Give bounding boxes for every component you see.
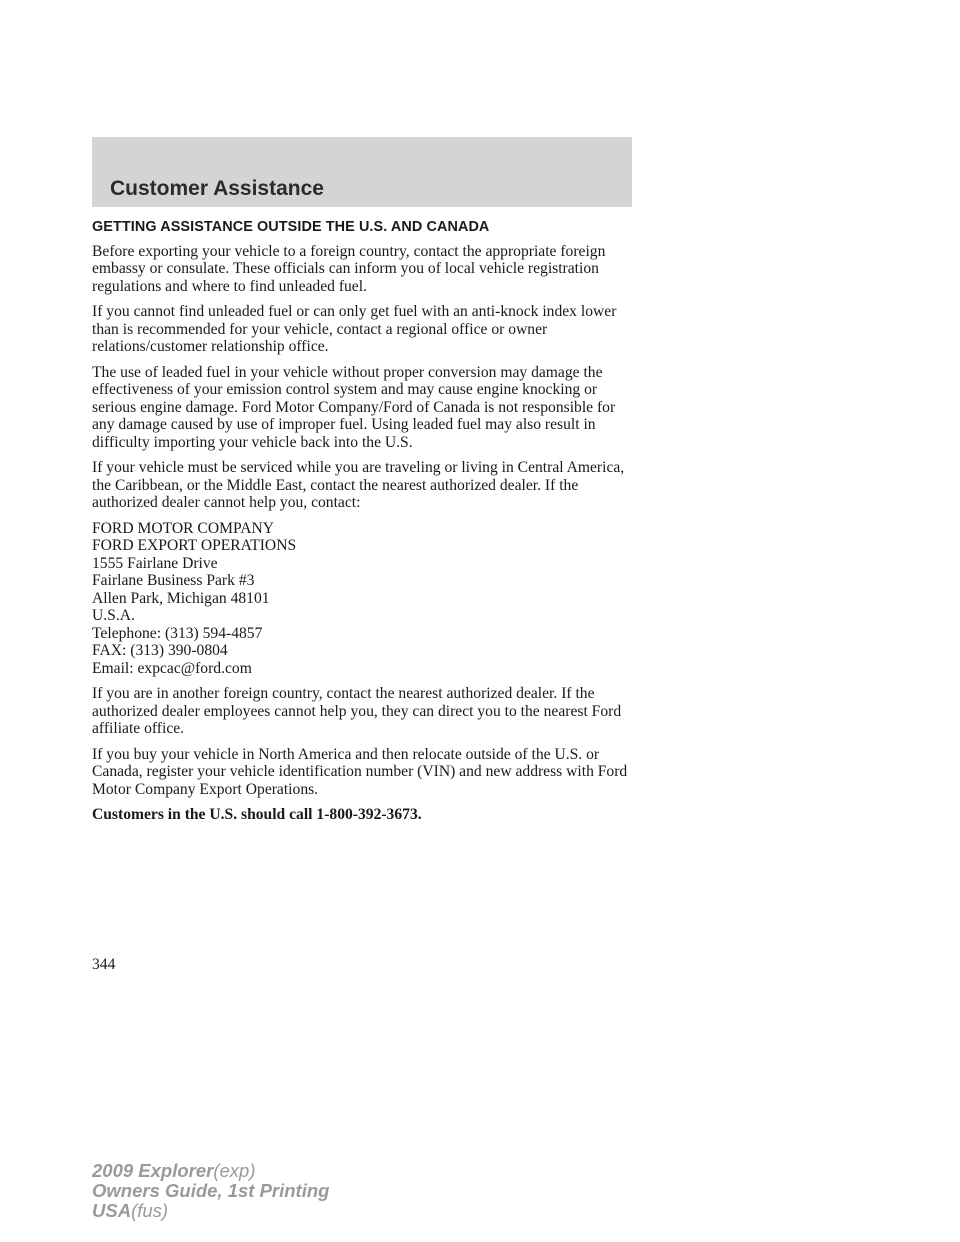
us-customers-phone-note: Customers in the U.S. should call 1-800-392-3673. bbox=[92, 806, 422, 823]
section-header-band bbox=[92, 137, 632, 207]
contact-address-block bbox=[92, 520, 637, 678]
footer-model: 2009 Explorer bbox=[92, 1160, 214, 1181]
paragraph-leaded-fuel: The use of leaded fuel in your vehicle without proper conversion may damage the effectiveness of your emission control system and may cause engine knocking or serious engine damage. Ford Motor Company/Ford of Canada is not responsible for any damage caused by use of improper fuel. Using leaded fuel may also result in difficulty importing your vehicle back into the U.S. bbox=[92, 363, 616, 451]
footer-market-code: (fus) bbox=[131, 1200, 169, 1221]
paragraph-relocate: If you buy your vehicle in North America and then relocate outside of the U.S. or Canada, register your vehicle identification number (VIN) and new address with Ford Motor Company Export Operations. bbox=[92, 745, 628, 798]
email-line: Email: expcac@ford.com bbox=[92, 659, 252, 677]
footer-line-guide: Owners Guide, 1st Printing bbox=[92, 1180, 330, 1201]
footer-line-model bbox=[92, 1161, 329, 1181]
footer-line-market bbox=[92, 1201, 329, 1221]
address-line: FORD EXPORT OPERATIONS bbox=[92, 537, 297, 554]
address-line: Fairlane Business Park #3 bbox=[92, 572, 255, 589]
page-title: Customer Assistance bbox=[110, 177, 324, 200]
paragraph-servicing: If your vehicle must be serviced while you are traveling or living in Central America, the Caribbean, or the Middle East, contact the nearest authorized dealer. If the authorized dealer cannot help you, contact: bbox=[92, 459, 625, 511]
print-footer bbox=[92, 1161, 329, 1221]
footer-market: USA bbox=[92, 1200, 132, 1221]
paragraph-other-country: If you are in another foreign country, contact the nearest authorized dealer. If the authorized dealer employees cannot help you, they can direct you to the nearest Ford affiliate office. bbox=[92, 685, 622, 737]
address-line: 1555 Fairlane Drive bbox=[92, 554, 218, 572]
address-line: U.S.A. bbox=[92, 607, 135, 624]
page-number: 344 bbox=[92, 956, 116, 973]
address-line: FORD MOTOR COMPANY bbox=[92, 519, 274, 537]
footer-model-code: (exp) bbox=[213, 1160, 256, 1181]
address-line: Allen Park, Michigan 48101 bbox=[92, 589, 270, 607]
telephone-line: Telephone: (313) 594-4857 bbox=[92, 624, 263, 642]
section-heading: GETTING ASSISTANCE OUTSIDE THE U.S. AND CANADA bbox=[92, 219, 490, 235]
paragraph-exporting: Before exporting your vehicle to a foreign country, contact the appropriate foreign embassy or consulate. These officials can inform you of local vehicle registration regulations and where to find unleaded fuel. bbox=[92, 242, 606, 295]
main-content bbox=[92, 219, 637, 824]
paragraph-unleaded-fuel: If you cannot find unleaded fuel or can only get fuel with an anti-knock index lower than is recommended for your vehicle, contact a regional office or owner relations/customer relationship office. bbox=[92, 303, 617, 355]
fax-line: FAX: (313) 390-0804 bbox=[92, 642, 228, 659]
